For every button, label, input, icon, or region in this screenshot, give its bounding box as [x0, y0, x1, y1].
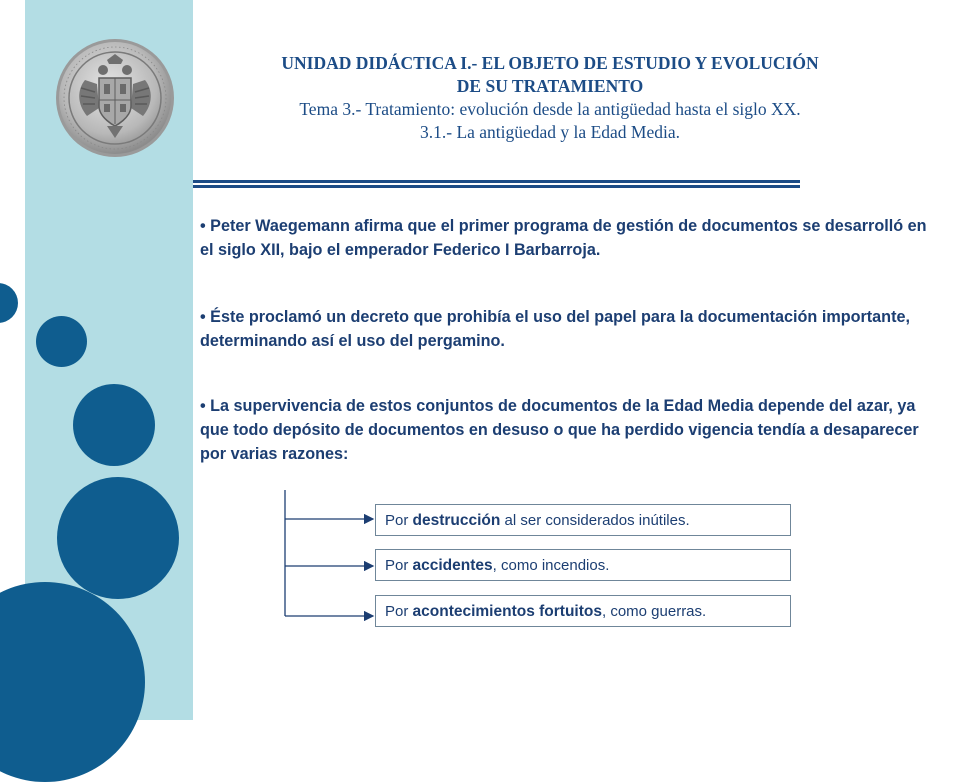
- reason-keyword: accidentes: [412, 557, 493, 574]
- title-line-2: DE SU TRATAMIENTO: [456, 76, 644, 96]
- reason-keyword: acontecimientos fortuitos: [412, 603, 602, 620]
- reason-suffix: , como guerras.: [601, 603, 707, 620]
- reason-box-destruccion: [375, 504, 791, 536]
- reason-suffix: , como incendios.: [492, 557, 610, 574]
- reason-box-acontecimientos: [375, 595, 791, 627]
- subtitle-line-1: Tema 3.- Tratamiento: evolución desde la antigüedad hasta el siglo XX.: [299, 99, 801, 119]
- bullet-1: • Peter Waegemann afirma que el primer programa de gestión de documentos se desarrolló en el siglo XII, bajo el emperador Federico I Barbarroja.: [200, 217, 927, 259]
- bullet-2: • Éste proclamó un decreto que prohibía el uso del papel para la documentación importante, determinando así el uso del pergamino.: [200, 308, 910, 350]
- bullet-3: • La supervivencia de estos conjuntos de documentos de la Edad Media depende del azar, ya que todo depósito de documentos en desuso o que ha perdido vigencia tendía a desaparecer por varias razones:: [200, 397, 919, 463]
- title-line-1: UNIDAD DIDÁCTICA I.- EL OBJETO DE ESTUDIO Y EVOLUCIÓN: [281, 53, 819, 73]
- reason-prefix: Por: [385, 603, 413, 620]
- reason-prefix: Por: [385, 512, 413, 529]
- reason-box-accidentes: [375, 549, 791, 581]
- reason-suffix: al ser considerados inútiles.: [500, 512, 690, 529]
- reason-prefix: Por: [385, 557, 413, 574]
- subtitle-line-2: 3.1.- La antigüedad y la Edad Media.: [420, 122, 680, 142]
- reason-keyword: destrucción: [412, 512, 501, 529]
